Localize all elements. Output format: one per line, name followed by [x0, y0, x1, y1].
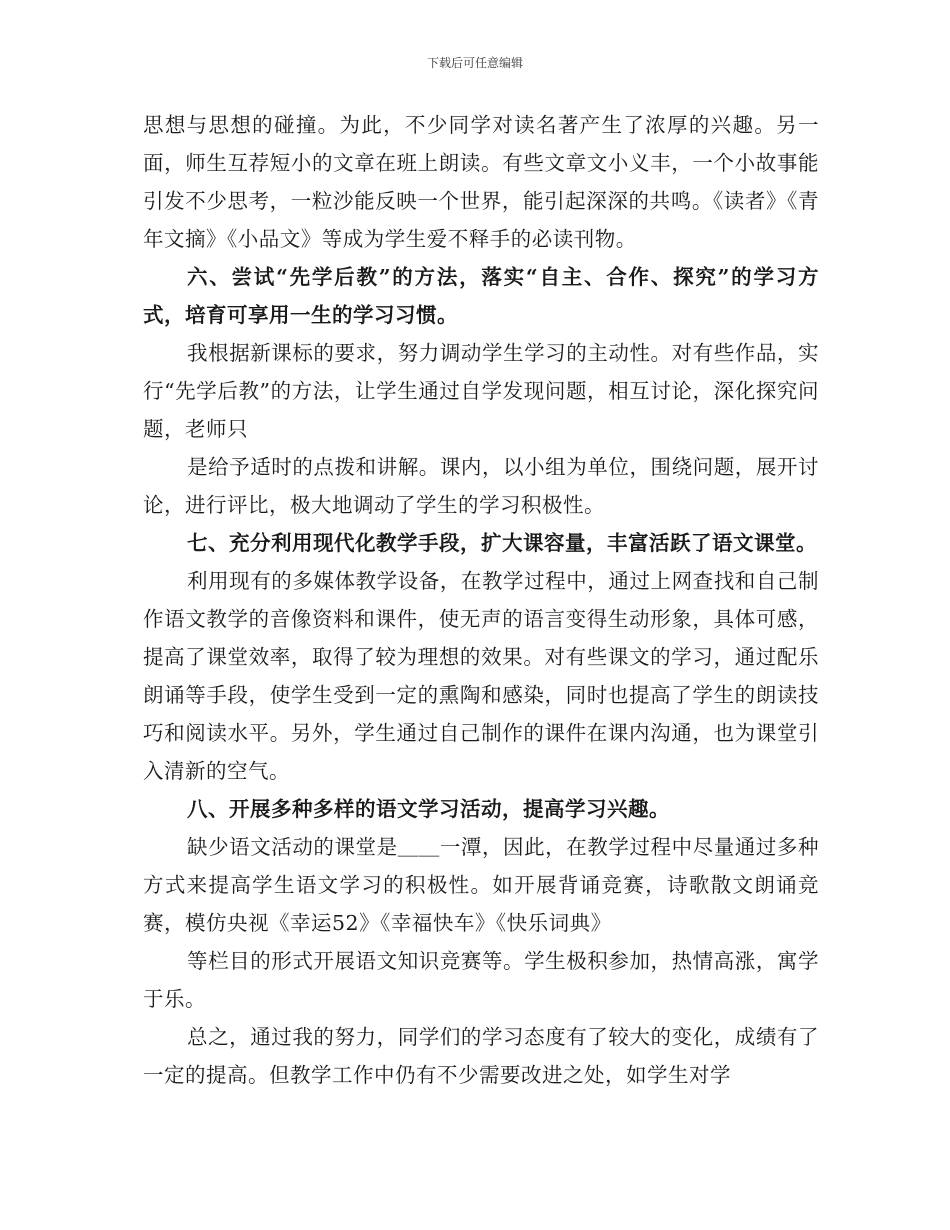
section-heading-7: 七、充分利用现代化教学手段，扩大课容量，丰富活跃了语文课堂。	[187, 531, 817, 555]
document-body	[143, 106, 819, 1094]
paragraph-7: 总之，通过我的努力，同学们的学习态度有了较大的变化，成绩有了一定的提高。但教学工作中仍有不少需要改进之处，如学生对学	[143, 1025, 819, 1087]
section-heading-8: 八、开展多种多样的语文学习活动，提高学习兴趣。	[187, 797, 670, 821]
paragraph-2: 我根据新课标的要求，努力调动学生学习的主动性。对有些作品，实行“先学后教”的方法，让学生通过自学发现问题，相互讨论，深化探究问题，老师只	[143, 341, 819, 441]
paragraph-3: 是给予适时的点拨和讲解。课内，以小组为单位，围绕问题，展开讨论，进行评比，极大地调动了学生的学习积极性。	[143, 455, 819, 517]
paragraph-4: 利用现有的多媒体教学设备，在教学过程中，通过上网查找和自己制作语文教学的音像资料和课件，使无声的语言变得生动形象，具体可感，提高了课堂效率，取得了较为理想的效果。对有些课文的学习，通过配乐朗诵等手段，使学生受到一定的熏陶和感染，同时也提高了学生的朗读技巧和阅读水平。另外，学生通过自己制作的课件在课内沟通，也为课堂引入清新的空气。	[143, 569, 819, 783]
paragraph-5: 缺少语文活动的课堂是＿＿一潭，因此，在教学过程中尽量通过多种方式来提高学生语文学习的积极性。如开展背诵竞赛，诗歌散文朗诵竞赛，模仿央视《幸运52》《幸福快车》《快乐词典》	[143, 835, 819, 935]
paragraph-6: 等栏目的形式开展语文知识竞赛等。学生极积参加，热情高涨，寓学于乐。	[143, 949, 819, 1011]
page-header: 下载后可任意编辑	[426, 56, 523, 70]
section-heading-6: 六、尝试“先学后教”的方法，落实“自主、合作、探究”的学习方式，培育可享用一生的学习习惯。	[143, 265, 819, 327]
paragraph-1: 思想与思想的碰撞。为此，不少同学对读名著产生了浓厚的兴趣。另一面，师生互荐短小的文章在班上朗读。有些文章文小义丰，一个小故事能引发不少思考，一粒沙能反映一个世界，能引起深深的共鸣。《读者》《青年文摘》《小品文》等成为学生爱不释手的必读刊物。	[143, 113, 819, 251]
